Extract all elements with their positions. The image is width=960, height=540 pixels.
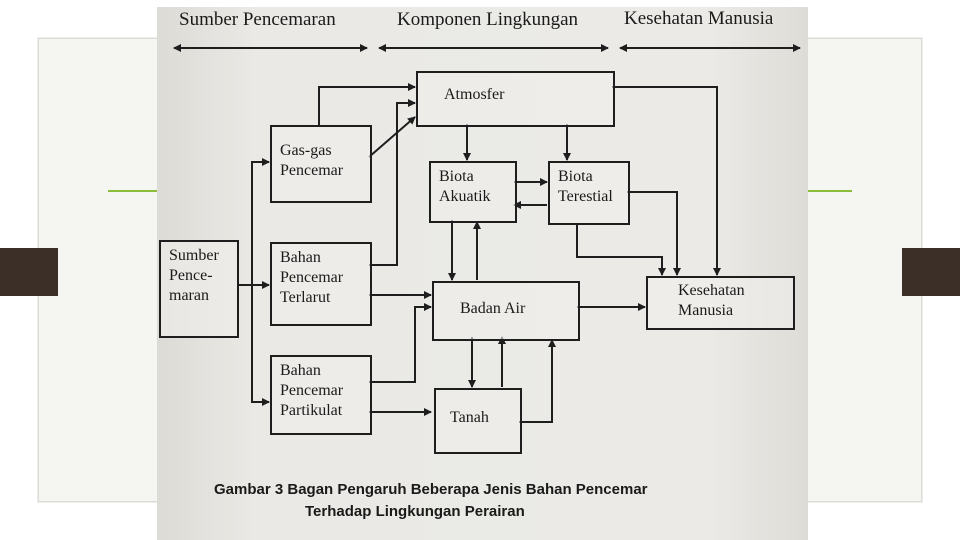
box-particulate-pollutants: [270, 355, 372, 435]
box-water-body-label: Badan Air: [460, 300, 526, 317]
box-aquatic-biota: [429, 161, 517, 223]
box-atmosphere-label: Atmosfer: [444, 86, 505, 103]
box-terrestrial-biota: [548, 161, 630, 225]
right-side-bar: [902, 248, 960, 296]
box-particulate-pollutants-label: Bahan Pencemar Partikulat: [280, 362, 344, 419]
header-component: Komponen Lingkungan: [397, 9, 579, 30]
box-gas-pollutants-label: Gas-gas Pencemar: [280, 142, 344, 179]
box-human-health: [646, 276, 795, 330]
left-side-bar: [0, 248, 58, 296]
box-aquatic-biota-label: Biota Akuatik: [439, 168, 491, 205]
figure-caption-line-2: Terhadap Lingkungan Perairan: [305, 503, 525, 520]
header-source: Sumber Pencemaran: [179, 9, 336, 30]
box-terrestrial-biota-label: Biota Terestial: [558, 168, 613, 205]
box-human-health-label: Kesehatan Manusia: [678, 282, 745, 319]
box-soil: [434, 388, 522, 454]
header-health: Kesehatan Manusia: [624, 8, 774, 29]
box-atmosphere: [416, 71, 615, 127]
box-pollution-source-label: Sumber Pence- maran: [169, 247, 219, 304]
box-dissolved-pollutants-label: Bahan Pencemar Terlarut: [280, 249, 344, 306]
scanned-figure: [157, 7, 808, 540]
box-dissolved-pollutants: [270, 242, 372, 326]
box-water-body: [432, 281, 580, 341]
box-soil-label: Tanah: [450, 409, 489, 426]
box-gas-pollutants: [270, 125, 372, 203]
figure-caption-line-1: Gambar 3 Bagan Pengaruh Beberapa Jenis Bahan Pencemar: [214, 481, 648, 498]
box-pollution-source: [159, 240, 239, 338]
